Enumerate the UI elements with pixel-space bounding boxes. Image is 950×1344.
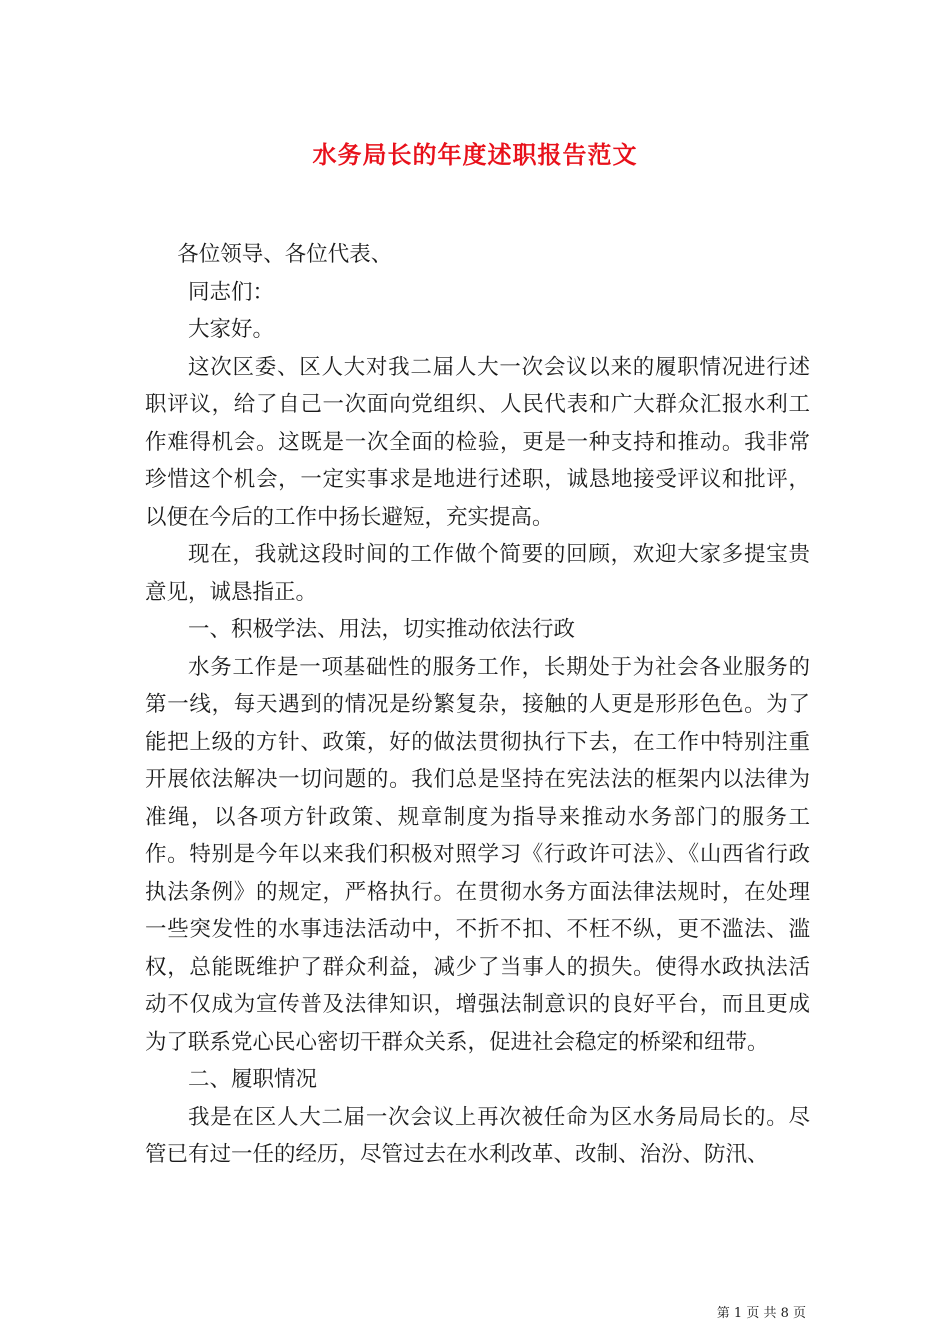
paragraph-intro: 这次区委、区人大对我二届人大一次会议以来的履职情况进行述职评议，给了自己一次面向党组织、人民代表和广大群众汇报水利工作难得机会。这既是一次全面的检验，更是一种支持和推动。我非常珍惜这个机会，一定实事求是地进行述职，诚恳地接受评议和批评，以便在今后的工作中扬长避短，充实提高。: [145, 354, 810, 530]
section-heading-2: 二、履职情况: [188, 1067, 318, 1092]
document-title: 水务局长的年度述职报告范文: [312, 140, 638, 169]
paragraph-review: 现在，我就这段时间的工作做个简要的回顾，欢迎大家多提宝贵意见，诚恳指正。: [145, 542, 810, 605]
document-body: [145, 236, 810, 1174]
greeting: 大家好。: [188, 317, 275, 342]
section-heading-1: 一、积极学法、用法，切实推动依法行政: [188, 617, 576, 642]
salutation-line: 各位领导、各位代表、: [177, 242, 393, 267]
salutation-comrades: 同志们：: [188, 279, 275, 305]
paragraph-section-2: 我是在区人大二届一次会议上再次被任命为区水务局局长的。尽管已有过一任的经历，尽管过去在水利改革、改制、治汾、防汛、: [145, 1104, 810, 1167]
page-number: 第 1 页 共 8 页: [716, 1306, 806, 1321]
paragraph-section-1: 水务工作是一项基础性的服务工作，长期处于为社会各业服务的第一线，每天遇到的情况是纷繁复杂，接触的人更是形形色色。为了能把上级的方针、政策，好的做法贯彻执行下去，在工作中特别注重开展依法解决一切问题的。我们总是坚持在宪法法的框架内以法律为准绳，以各项方针政策、规章制度为指导来推动水务部门的服务工作。特别是今年以来我们积极对照学习《行政许可法》、《山西省行政执法条例》的规定，严格执行。在贯彻水务方面法律法规时，在处理一些突发性的水事违法活动中，不折不扣、不枉不纵，更不滥法、滥权，总能既维护了群众利益，减少了当事人的损失。使得水政执法活动不仅成为宣传普及法律知识，增强法制意识的良好平台，而且更成为了联系党心民心密切干群众关系，促进社会稳定的桥梁和纽带。: [145, 654, 810, 1055]
